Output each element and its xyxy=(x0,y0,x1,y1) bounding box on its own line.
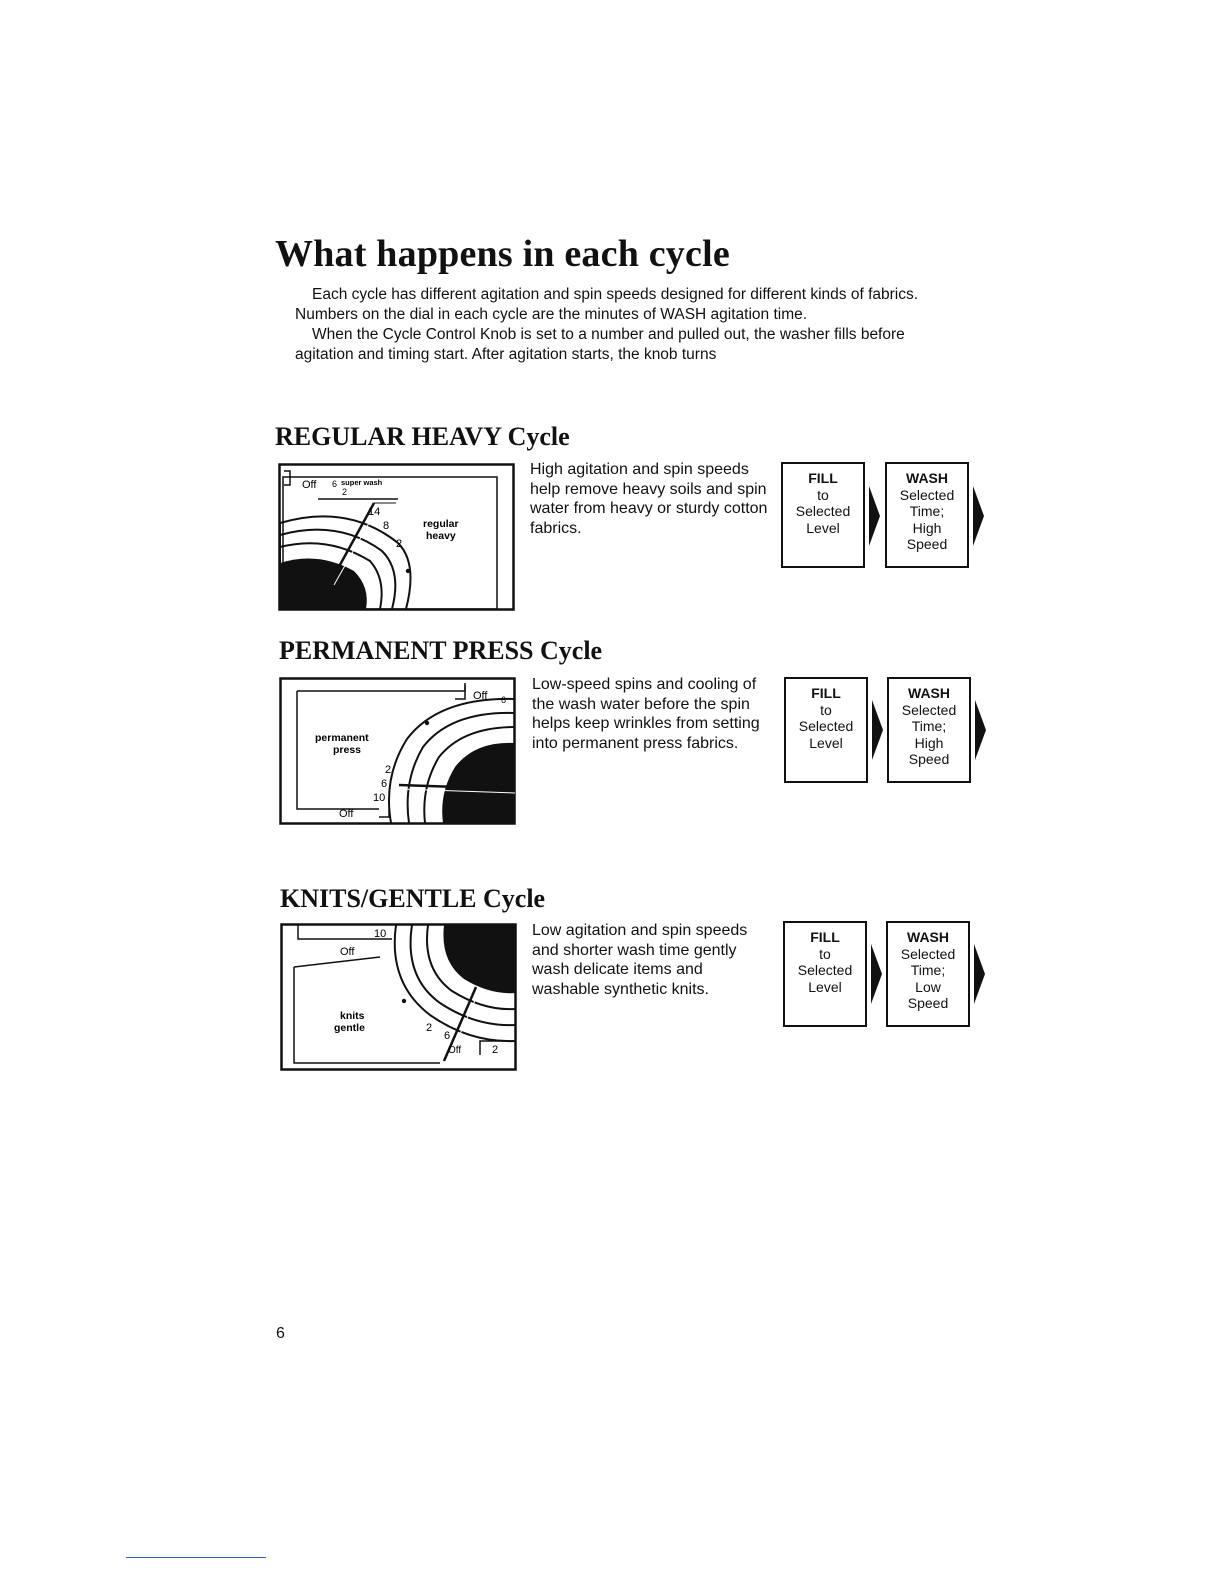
knits-gentle-wash-title: WASH xyxy=(907,929,949,945)
permanent-press-dial-mark-2: 2 xyxy=(385,764,392,776)
permanent-press-fill-title: FILL xyxy=(811,685,841,701)
regular-heavy-dial-mark-14: 14 xyxy=(368,506,381,518)
regular-heavy-wash-step xyxy=(885,462,969,568)
knits-gentle-arrow-icon-2 xyxy=(972,944,986,1004)
regular-heavy-fill-line-3: Level xyxy=(806,519,840,536)
intro-paragraph-2: When the Cycle Control Knob is set to a number and pulled out, the washer fills before agitation and timing start. After agitation starts, the knob turns xyxy=(295,326,905,363)
regular-heavy-fill-title: FILL xyxy=(808,470,838,486)
permanent-press-arrow-icon-2 xyxy=(973,700,987,760)
knits-gentle-fill-line-3: Level xyxy=(808,978,842,995)
regular-heavy-arrow-icon-2 xyxy=(971,486,985,546)
permanent-press-description: Low-speed spins and cooling of the wash water before the spin helps keep wrinkles from setting into permanent press fabrics. xyxy=(532,676,760,752)
regular-heavy-arrow-icon-1 xyxy=(867,486,881,546)
regular-heavy-fill-step xyxy=(781,462,865,568)
intro-text xyxy=(295,285,963,365)
footer-rule xyxy=(126,1557,266,1558)
knits-gentle-dial-label-2: gentle xyxy=(334,1022,365,1034)
knits-gentle-dial-off: Off xyxy=(448,1045,462,1056)
permanent-press-wash-line-1: Selected xyxy=(901,701,957,718)
regular-heavy-dial-illustration xyxy=(278,463,516,611)
knits-gentle-dial-mark-2: 2 xyxy=(426,1022,433,1034)
knits-gentle-dial-mark-2b: 2 xyxy=(492,1044,499,1056)
knits-gentle-fill-step xyxy=(783,921,867,1027)
regular-heavy-wash-line-2: Time; xyxy=(909,503,945,519)
regular-heavy-dial-mark-2: 2 xyxy=(342,487,348,497)
knits-gentle-wash-line-1: Selected xyxy=(900,945,956,962)
regular-heavy-wash-line-1: Selected xyxy=(899,486,955,503)
regular-heavy-wash-title: WASH xyxy=(906,470,948,486)
page-title: What happens in each cycle xyxy=(275,233,730,275)
permanent-press-fill-line-1: to xyxy=(820,701,832,718)
knits-gentle-wash-line-4: Speed xyxy=(907,995,949,1011)
permanent-press-fill-step xyxy=(784,677,868,783)
knits-gentle-dial-label-1: knits xyxy=(340,1010,365,1022)
knits-gentle-dial-mark-10: 10 xyxy=(374,928,387,940)
regular-heavy-fill-line-1: to xyxy=(817,486,829,503)
permanent-press-dial-off-top: Off xyxy=(473,690,488,702)
knits-gentle-wash-line-2: Time; xyxy=(910,962,946,978)
regular-heavy-dial-off: Off xyxy=(302,479,317,491)
knits-gentle-fill-line-2: Selected xyxy=(797,962,853,978)
permanent-press-arrow-icon-1 xyxy=(870,700,884,760)
permanent-press-dial-illustration xyxy=(279,677,517,825)
permanent-press-dial-mark-10: 10 xyxy=(373,792,386,804)
page-number: 6 xyxy=(276,1325,285,1342)
permanent-press-heading: PERMANENT PRESS Cycle xyxy=(279,636,603,665)
permanent-press-wash-step xyxy=(887,677,971,783)
permanent-press-dial-mark-6: 6 xyxy=(381,778,388,790)
knits-gentle-dial-off-top: Off xyxy=(340,946,355,958)
regular-heavy-dial-label-2: heavy xyxy=(426,530,456,542)
regular-heavy-dial-super-wash: super wash xyxy=(341,478,383,487)
regular-heavy-dial-mark-8: 8 xyxy=(383,520,390,532)
permanent-press-wash-line-4: Speed xyxy=(908,751,950,767)
regular-heavy-fill-line-2: Selected xyxy=(795,503,851,519)
permanent-press-dial-label-1: permanent xyxy=(315,732,369,744)
knits-gentle-fill-title: FILL xyxy=(810,929,840,945)
permanent-press-fill-line-3: Level xyxy=(809,734,843,751)
regular-heavy-heading: REGULAR HEAVY Cycle xyxy=(275,422,570,451)
knits-gentle-dial-mark-6: 6 xyxy=(444,1030,451,1042)
knits-gentle-wash-step xyxy=(886,921,970,1027)
regular-heavy-wash-line-4: Speed xyxy=(906,536,948,552)
intro-paragraph-1: Each cycle has different agitation and spin speeds designed for different kinds of fabrics. Numbers on the dial in each cycle are the minutes of WASH agitation time. xyxy=(295,286,919,323)
knits-gentle-wash-line-3: Low xyxy=(915,978,941,995)
permanent-press-dial-off-mark: 6 xyxy=(501,695,507,705)
knits-gentle-fill-line-1: to xyxy=(819,945,831,962)
knits-gentle-dial-illustration xyxy=(280,923,518,1071)
permanent-press-wash-title: WASH xyxy=(908,685,950,701)
knits-gentle-arrow-icon-1 xyxy=(869,944,883,1004)
knits-gentle-heading: KNITS/GENTLE Cycle xyxy=(280,884,546,913)
regular-heavy-dial-mark-2b: 2 xyxy=(396,538,403,550)
regular-heavy-dial-mark-6: 6 xyxy=(332,479,338,489)
knits-gentle-description: Low agitation and spin speeds and shorter wash time gently wash delicate items and washable synthetic knits. xyxy=(532,922,748,998)
regular-heavy-description: High agitation and spin speeds help remove heavy soils and spin water from heavy or sturdy cotton fabrics. xyxy=(530,461,768,537)
permanent-press-fill-line-2: Selected xyxy=(798,718,854,734)
regular-heavy-dial-label-1: regular xyxy=(423,518,459,530)
regular-heavy-wash-line-3: High xyxy=(912,519,942,536)
permanent-press-dial-off-bottom: Off xyxy=(339,808,354,820)
permanent-press-wash-line-2: Time; xyxy=(911,718,947,734)
permanent-press-wash-line-3: High xyxy=(914,734,944,751)
permanent-press-dial-label-2: press xyxy=(333,744,362,756)
